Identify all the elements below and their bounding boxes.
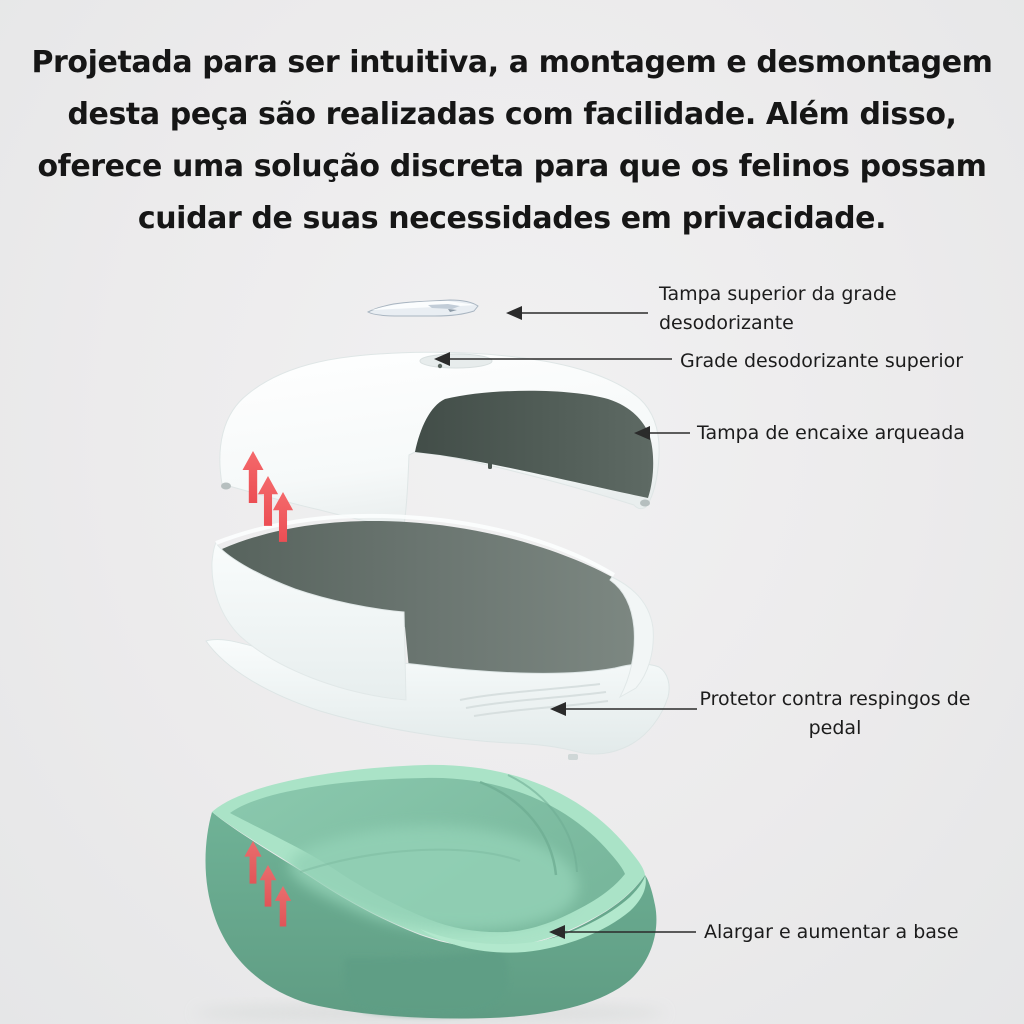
- intro-line-2: desta peça são realizadas com facilidade. Além disso,: [67, 97, 957, 132]
- splash-guard-part: [206, 516, 669, 760]
- deodorizer-lid-part: [368, 300, 478, 316]
- intro-line-4: cuidar de suas necessidades em privacidade.: [137, 201, 887, 236]
- intro-line-1: Projetada para ser intuitiva, a montagem e desmontagem: [31, 45, 993, 80]
- intro-line-3: oferece uma solução discreta para que os felinos possam: [37, 149, 987, 184]
- callout-line-lid: [506, 306, 648, 320]
- callout-lid-label: Tampa superior da grade desodorizante: [659, 283, 897, 334]
- callout-grid-label: Grade desodorizante superior: [680, 350, 964, 372]
- callout-splash-label: Protetor contra respingos de pedal: [699, 688, 971, 739]
- callout-hood-label: Tampa de encaixe arqueada: [697, 422, 965, 444]
- callout-base-label: Alargar e aumentar a base: [704, 921, 959, 943]
